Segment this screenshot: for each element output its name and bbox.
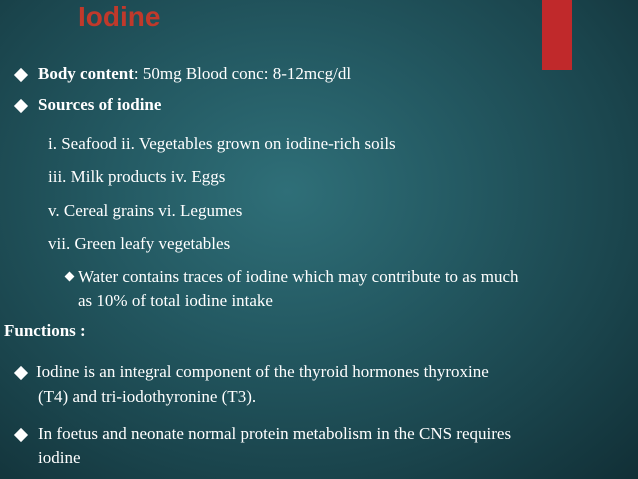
body-content-value: : 50mg Blood conc: 8-12mcg/dl <box>133 64 352 83</box>
body-content-label: Body content <box>38 64 134 83</box>
source-item: i. Seafood ii. Vegetables grown on iodine-rich soils <box>48 134 396 153</box>
source-item: v. Cereal grains vi. Legumes <box>48 201 243 220</box>
body-content-line <box>38 63 351 85</box>
water-note-line1: Water contains traces of iodine which may contribute to as much <box>78 267 519 286</box>
source-item: vii. Green leafy vegetables <box>48 234 231 253</box>
diamond-bullet-icon <box>14 99 28 113</box>
accent-bar <box>542 0 572 70</box>
function1-line1: Iodine is an integral component of the thyroid hormones thyroxine <box>36 362 489 381</box>
function1-line2: (T4) and tri-iodothyronine (T3). <box>38 387 257 406</box>
function2-line1: In foetus and neonate normal protein metabolism in the CNS requires <box>38 424 512 443</box>
slide-title: Iodine <box>78 1 161 32</box>
source-item: iii. Milk products iv. Eggs <box>48 167 226 186</box>
functions-heading: Functions : <box>4 321 86 340</box>
diamond-bullet-icon <box>65 272 75 282</box>
diamond-bullet-icon <box>14 366 28 380</box>
function2-line2: iodine <box>38 448 81 467</box>
diamond-bullet-icon <box>14 68 28 82</box>
sources-heading: Sources of iodine <box>38 95 162 114</box>
water-note-line2: as 10% of total iodine intake <box>78 291 273 310</box>
diamond-bullet-icon <box>14 428 28 442</box>
